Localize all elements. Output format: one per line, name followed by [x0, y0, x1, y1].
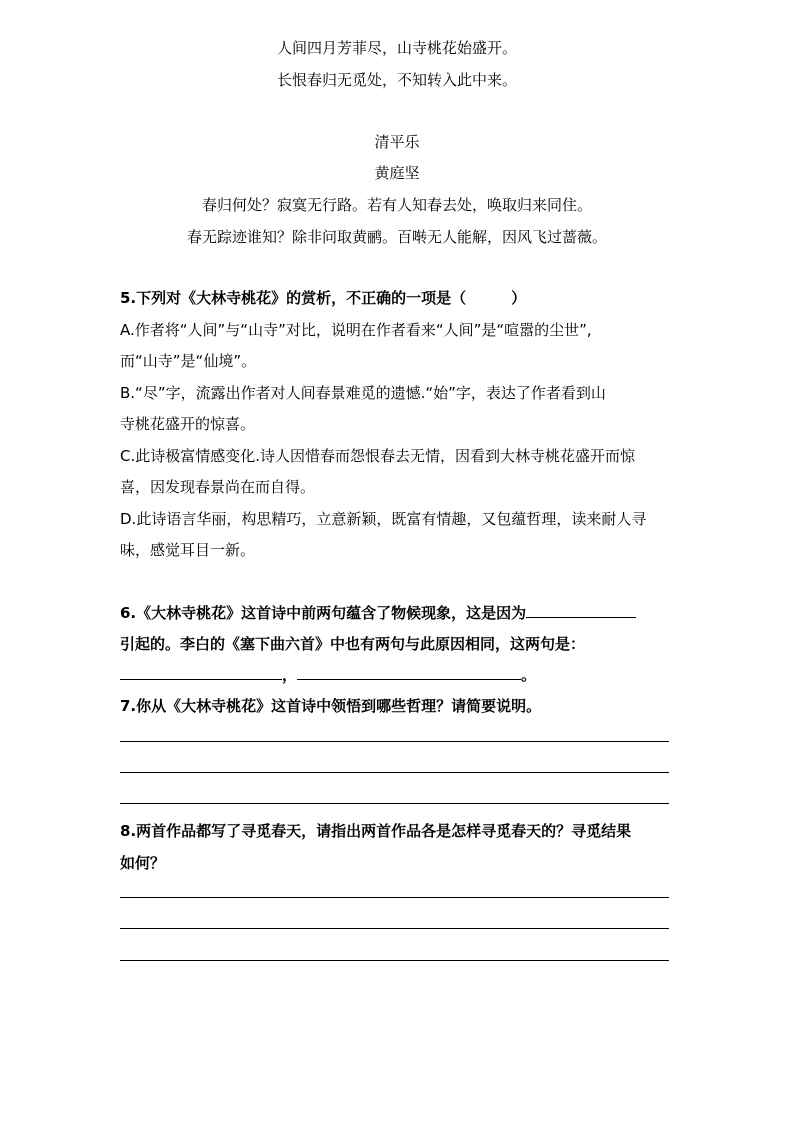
q8-stem-line-1: 8.两首作品都写了寻觅春天，请指出两首作品各是怎样寻觅春天的？寻觅结果 [120, 822, 632, 840]
q5-option-c-line-1: C.此诗极富情感变化.诗人因惜春而怨恨春去无情，因看到大林寺桃花盛开而惊 [120, 447, 636, 465]
q6-stem-text-1: 6.《大林寺桃花》这首诗中前两句蕴含了物候现象，这是因为 [120, 604, 527, 622]
q8-answer-line-1[interactable] [120, 897, 669, 898]
q5-option-d-line-1: D.此诗语言华丽，构思精巧，立意新颖，既富有情趣，又包蕴哲理，读来耐人寻 [120, 510, 647, 528]
q5-option-b-line-1: B.“尽”字，流露出作者对人间春景难觅的遗憾.“始”字，表达了作者看到山 [120, 384, 606, 402]
q6-period: 。 [521, 666, 537, 684]
q6-answer-blank-2[interactable] [120, 664, 282, 680]
q5-option-b-line-2: 寺桃花盛开的惊喜。 [120, 415, 256, 433]
q6-comma: ， [282, 666, 298, 684]
q6-answer-line [120, 664, 536, 685]
q8-stem-line-2: 如何？ [120, 854, 166, 872]
q5-option-d-line-2: 味，感觉耳目一新。 [120, 541, 256, 559]
q8-answer-line-2[interactable] [120, 928, 669, 929]
q7-stem: 7.你从《大林寺桃花》这首诗中领悟到哪些哲理？请简要说明。 [120, 697, 542, 715]
q6-answer-blank-1[interactable] [526, 602, 636, 618]
q6-stem-line-2: 引起的。李白的《塞下曲六首》中也有两句与此原因相同，这两句是： [120, 635, 586, 653]
poem1-line-2: 长恨春归无觅处，不知转入此中来。 [276, 71, 517, 89]
q7-answer-line-1[interactable] [120, 741, 669, 742]
q5-option-c-line-2: 喜，因发现春景尚在而自得。 [120, 478, 316, 496]
poem2-line-1: 春归何处？寂寞无行路。若有人知春去处，唤取归来同住。 [201, 196, 592, 214]
q5-option-a-line-1: A.作者将“人间”与“山寺”对比，说明在作者看来“人间”是“喧嚣的尘世”, [120, 321, 592, 339]
q6-answer-blank-3[interactable] [297, 664, 521, 680]
poem2-line-2: 春无踪迹谁知？除非问取黄鹂。百啭无人能解，因风飞过蔷薇。 [186, 228, 607, 246]
q5-option-a-line-2: 而“山寺”是“仙境”。 [120, 352, 257, 370]
q7-answer-line-3[interactable] [120, 803, 669, 804]
q7-answer-line-2[interactable] [120, 772, 669, 773]
q5-stem: 5.下列对《大林寺桃花》的赏析，不正确的一项是（ ） [120, 289, 527, 307]
q6-stem-line-1 [120, 602, 636, 623]
poem1-line-1: 人间四月芳菲尽，山寺桃花始盛开。 [276, 39, 517, 57]
q8-answer-line-3[interactable] [120, 960, 669, 961]
poem2-author: 黄庭坚 [374, 164, 420, 182]
poem2-title: 清平乐 [374, 133, 420, 151]
